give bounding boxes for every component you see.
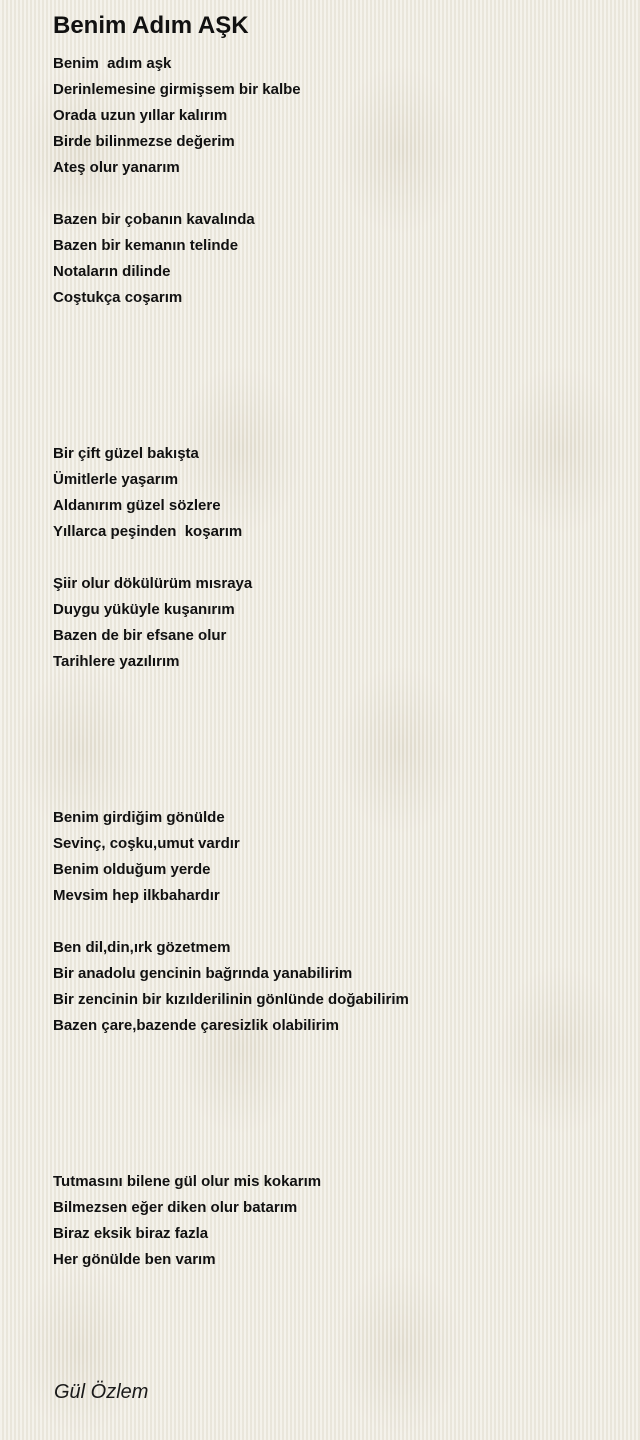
poem-line: Orada uzun yıllar kalırım (53, 107, 228, 124)
stanza-gap (53, 415, 613, 441)
stanza-gap (53, 779, 613, 805)
stanza-gap (53, 909, 613, 935)
poem-line: Bir çift güzel bakışta (53, 445, 199, 462)
poem-line: Şiir olur dökülürüm mısraya (53, 575, 253, 592)
stanza-gap (53, 1039, 613, 1065)
poem-line: Bazen çare,bazende çaresizlik olabilirim (53, 1017, 339, 1034)
poem-line: Notaların dilinde (53, 263, 171, 280)
poem-line: Bir anadolu gencinin bağrında yanabilirim (53, 965, 353, 982)
poem-author: Gül Özlem (54, 1381, 149, 1403)
stanza-gap (53, 727, 613, 753)
poem-line: Ben dil,din,ırk gözetmem (53, 939, 231, 956)
poem-line: Ümitlerle yaşarım (53, 471, 179, 488)
poem-line: Derinlemesine girmişsem bir kalbe (53, 81, 301, 98)
stanza-gap (53, 545, 613, 571)
stanza-gap (53, 675, 613, 701)
poem-line: Benim adım aşk (53, 55, 172, 72)
stanza-gap (53, 1065, 613, 1091)
poem-line: Duygu yüküyle kuşanırım (53, 601, 235, 618)
poem-line: Benim girdiğim gönülde (53, 809, 225, 826)
stanza-gap (53, 1117, 613, 1143)
poem-line: Yıllarca peşinden koşarım (53, 523, 243, 540)
stanza-gap (53, 311, 613, 337)
poem-line: Tutmasını bilene gül olur mis kokarım (53, 1173, 322, 1190)
stanza-gap (53, 1091, 613, 1117)
poem-line: Benim olduğum yerde (53, 861, 211, 878)
poem-line: Bazen bir çobanın kavalında (53, 211, 255, 228)
poem-line: Bazen bir kemanın telinde (53, 237, 239, 254)
stanza-gap (53, 181, 613, 207)
poem-title: Benim Adım AŞK (53, 12, 249, 39)
poem-line: Bazen de bir efsane olur (53, 627, 227, 644)
poem-line: Bir zencinin bir kızılderilinin gönlünde doğabilirim (53, 991, 409, 1008)
stanza-gap (53, 1143, 613, 1169)
poem-line: Coştukça coşarım (53, 289, 183, 306)
poem-line: Bilmezsen eğer diken olur batarım (53, 1199, 298, 1216)
poem-line: Birde bilinmezse değerim (53, 133, 235, 150)
poem-line: Biraz eksik biraz fazla (53, 1225, 209, 1242)
poem-line: Tarihlere yazılırım (53, 653, 180, 670)
stanza-gap (53, 337, 613, 363)
poem-body (53, 51, 613, 1273)
stanza-gap (53, 389, 613, 415)
poem-line: Mevsim hep ilkbahardır (53, 887, 220, 904)
poem-line: Ateş olur yanarım (53, 159, 180, 176)
stanza-gap (53, 363, 613, 389)
poem-line: Aldanırım güzel sözlere (53, 497, 221, 514)
poem-line: Her gönülde ben varım (53, 1251, 216, 1268)
stanza-gap (53, 753, 613, 779)
poem-line: Sevinç, coşku,umut vardır (53, 835, 240, 852)
stanza-gap (53, 701, 613, 727)
